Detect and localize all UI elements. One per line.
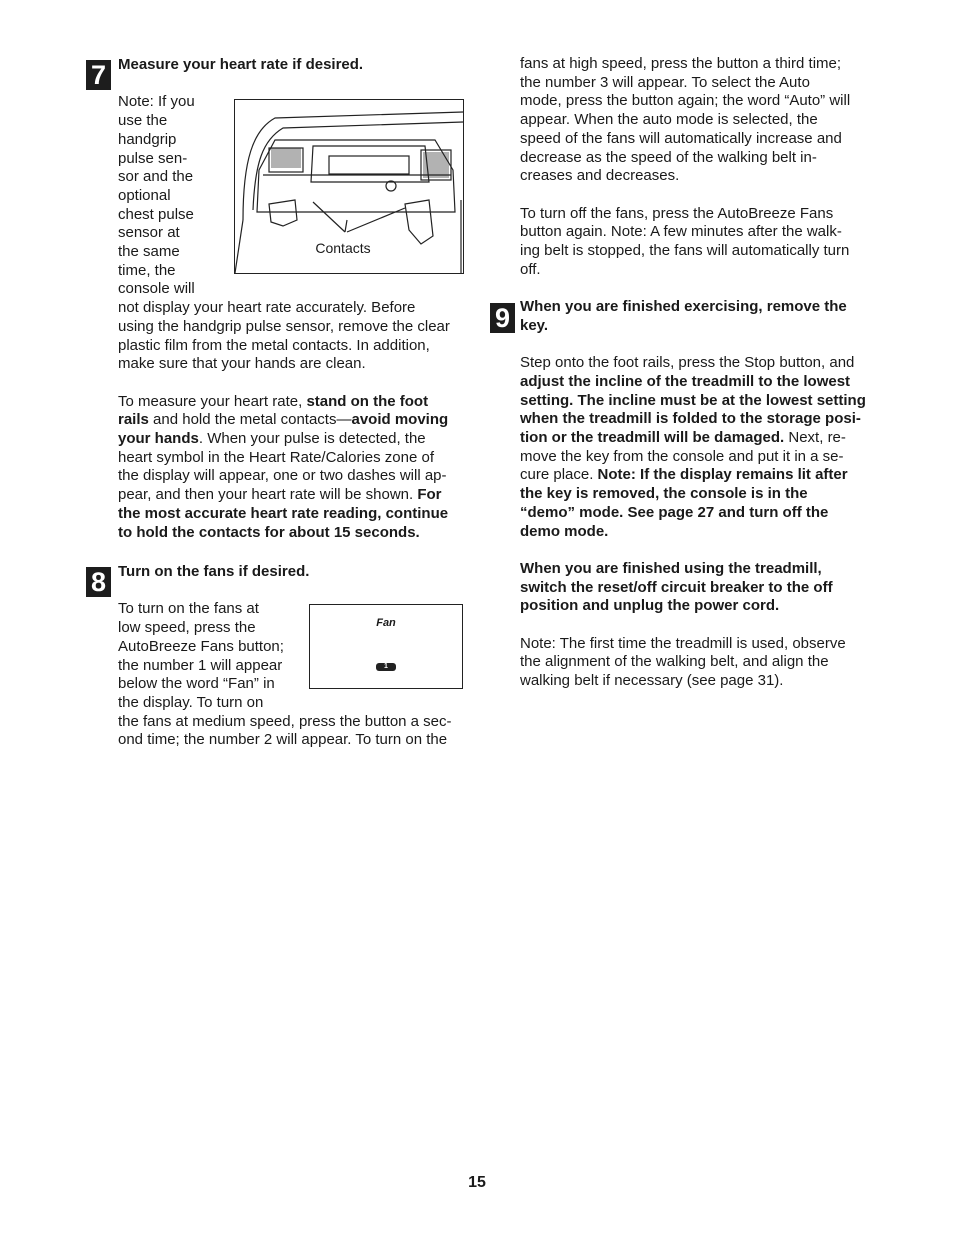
step-9-para3-line: walking belt if necessary (see page 31). — [520, 672, 784, 690]
step-7-note-line: using the handgrip pulse sensor, remove the clear — [118, 317, 450, 335]
step-7-note-line: sor and the — [118, 168, 194, 186]
step-9-heading: key. — [520, 316, 549, 334]
step-9-para1-line: the key is removed, the console is in the — [520, 485, 808, 503]
step-7-para2-line: your hands. When your pulse is detected, the — [118, 430, 426, 448]
fan-display-value: 1 — [376, 663, 396, 671]
step-9-para2-line: When you are finished using the treadmill, — [520, 559, 822, 577]
fan-modes-line: speed of the fans will automatically increase and — [520, 129, 842, 147]
step-7-note-line: chest pulse — [118, 205, 194, 223]
step-9-para3-line: the alignment of the walking belt, and align the — [520, 653, 829, 671]
step-7-note-line: pulse sen- — [118, 149, 188, 167]
step-9-para1-line: demo mode. — [520, 522, 609, 540]
step-9-number: 9 — [490, 303, 515, 333]
step-8-line: To turn on the fans at — [118, 600, 259, 618]
contacts-label: Contacts — [315, 240, 371, 256]
step-7-note-line: the same — [118, 243, 180, 261]
fan-modes-line: creases and decreases. — [520, 167, 680, 185]
step-7-note-line: Note: If you — [118, 93, 195, 111]
step-7-note-line: console will — [118, 280, 195, 298]
fan-off-line: To turn off the fans, press the AutoBreeze Fans — [520, 204, 834, 222]
step-9-para1-line: Step onto the foot rails, press the Stop button, and — [520, 354, 855, 372]
step-7-note-line: handgrip — [118, 130, 177, 148]
step-9-heading: When you are finished exercising, remove the — [520, 298, 847, 316]
step-7-para2-line: to hold the contacts for about 15 seconds. — [118, 523, 420, 541]
step-7-note-line: time, the — [118, 261, 176, 279]
step-8-line: the fans at medium speed, press the button a sec- — [118, 712, 452, 730]
fan-display-word: Fan — [376, 617, 396, 629]
step-9-para1-line: “demo” mode. See page 27 and turn off the — [520, 503, 829, 521]
step-7-heading: Measure your heart rate if desired. — [118, 56, 364, 73]
step-9-para2-line: switch the reset/off circuit breaker to the off — [520, 578, 833, 596]
console-contacts-figure — [234, 99, 464, 274]
step-7-para2-line: the display will appear, one or two dashes will ap- — [118, 467, 447, 485]
fan-modes-line: the number 3 will appear. To select the Auto — [520, 73, 810, 91]
step-7-note-line: use the — [118, 112, 168, 130]
fan-off-line: off. — [520, 260, 541, 278]
step-7-para2-line: the most accurate heart rate reading, continue — [118, 504, 449, 522]
step-9-para1-line: move the key from the console and put it in a se- — [520, 447, 844, 465]
fan-modes-line: mode, press the button again; the word “Auto” will — [520, 92, 851, 110]
step-7-para2-line: heart symbol in the Heart Rate/Calories zone of — [118, 448, 434, 466]
fan-modes-line: decrease as the speed of the walking belt in- — [520, 148, 817, 166]
fan-modes-line: fans at high speed, press the button a third time; — [520, 55, 842, 72]
step-8-line: the number 1 will appear — [118, 656, 283, 674]
step-7-note-line: not display your heart rate accurately. Before — [118, 299, 416, 317]
step-9-para2-line: position and unplug the power cord. — [520, 597, 780, 615]
page-number: 15 — [468, 1174, 486, 1191]
step-8-line: AutoBreeze Fans button; — [118, 637, 284, 655]
step-7-para2-line: rails and hold the metal contacts—avoid moving — [118, 411, 449, 429]
step-7-note-line: make sure that your hands are clean. — [118, 355, 366, 373]
step-7-note-line: optional — [118, 186, 171, 204]
step-7-note-line: sensor at — [118, 224, 180, 242]
step-8-line: the display. To turn on — [118, 693, 264, 711]
fan-display-figure — [309, 604, 463, 689]
step-9-para1-line: setting. The incline must be at the lowest setting — [520, 391, 866, 409]
step-9-para1-line: adjust the incline of the treadmill to the lowest — [520, 372, 851, 390]
step-7-para2-line: To measure your heart rate, stand on the foot — [118, 392, 429, 410]
step-7-number: 7 — [86, 60, 111, 90]
step-8-line: below the word “Fan” in — [118, 675, 275, 693]
step-8-number: 8 — [86, 567, 111, 597]
step-7-para2-line: pear, and then your heart rate will be shown. For — [118, 486, 442, 504]
step-9-para1-line: cure place. Note: If the display remains lit after — [520, 466, 848, 484]
right-column-text — [520, 55, 880, 691]
fan-modes-line: appear. When the auto mode is selected, the — [520, 111, 818, 129]
step-8-heading: Turn on the fans if desired. — [118, 563, 310, 580]
step-9-para1-line: when the treadmill is folded to the storage posi- — [520, 410, 861, 428]
step-8-line: ond time; the number 2 will appear. To turn on the — [118, 731, 448, 749]
step-9-para1-line: tion or the treadmill will be damaged. Next, re- — [520, 429, 846, 447]
step-7-note-line: plastic film from the metal contacts. In addition, — [118, 336, 430, 354]
step-9-para3-line: Note: The first time the treadmill is used, observe — [520, 634, 846, 652]
step-8-line: low speed, press the — [118, 619, 256, 637]
fan-off-line: ing belt is stopped, the fans will automatically turn — [520, 242, 850, 260]
fan-off-line: button again. Note: A few minutes after the walk- — [520, 223, 842, 241]
